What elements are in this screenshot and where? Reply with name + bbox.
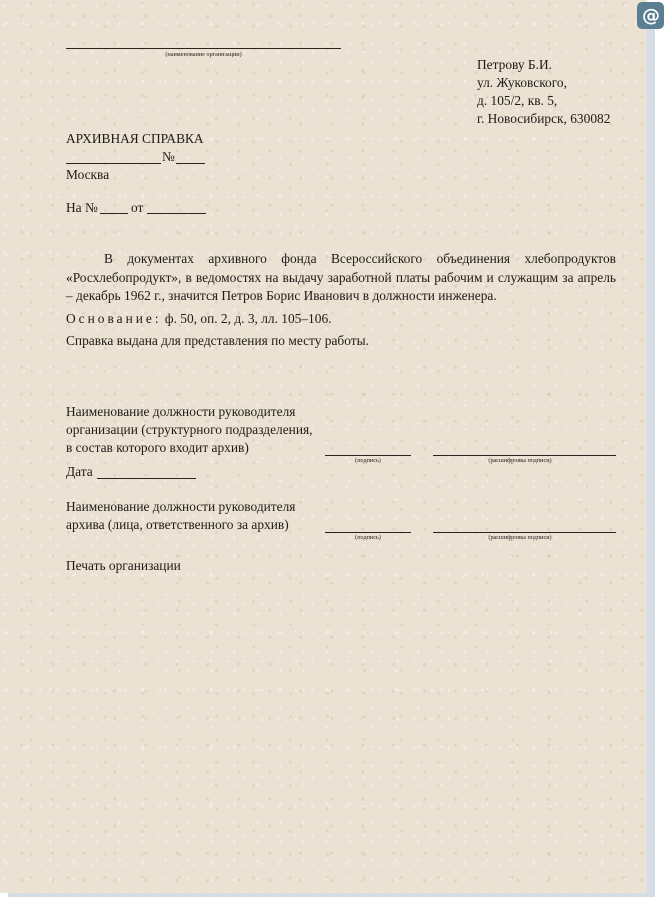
- ref-number-line: [100, 213, 128, 214]
- basis-line: [66, 310, 332, 328]
- ref-number-label: На №: [66, 200, 98, 215]
- addressee-name: Петрову Б.И.: [477, 57, 552, 72]
- signature1-caption: (подпись): [355, 457, 381, 464]
- date-label: Дата: [66, 464, 93, 479]
- date-line: [97, 478, 196, 479]
- basis-label: Основание:: [66, 311, 162, 326]
- ref-from-label: от: [131, 200, 144, 215]
- ref-date-line: [147, 213, 206, 214]
- logo-symbol: @: [641, 5, 660, 26]
- signer1-line1: Наименование должности руководителя: [66, 404, 296, 419]
- place-label: Москва: [66, 167, 110, 182]
- seal-label: Печать организации: [66, 558, 181, 573]
- document-title: АРХИВНАЯ СПРАВКА: [66, 131, 204, 146]
- decode1-line: [433, 455, 616, 456]
- signature1-line: [325, 455, 411, 456]
- doc-date-line: [66, 163, 161, 164]
- org-name-line: [66, 48, 341, 49]
- doc-number-line: [176, 163, 205, 164]
- number-sign: №: [162, 149, 175, 164]
- decode2-line: [433, 532, 616, 533]
- decode1-caption: (расшифровка подписи): [488, 457, 552, 464]
- purpose-text: Справка выдана для представления по месту работы.: [66, 333, 369, 348]
- addressee-house: д. 105/2, кв. 5,: [477, 93, 558, 108]
- org-name-caption: (наименование организации): [165, 51, 242, 58]
- signature2-caption: (подпись): [355, 534, 381, 541]
- signature2-line: [325, 532, 411, 533]
- basis-text: ф. 50, оп. 2, д. 3, лл. 105–106.: [161, 311, 332, 326]
- signer2-line1: Наименование должности руководителя: [66, 499, 296, 514]
- body-paragraph: В документах архивного фонда Всероссийского объединения хлебопродуктов «Росхлебопродукт», в ведомостях на выдачу заработной платы рабочим и служащим за апрель – декабрь 1962 г., значится Петров Борис Иванович в должности инженера.: [66, 251, 616, 303]
- addressee-street: ул. Жуковского,: [477, 75, 567, 90]
- addressee-city: г. Новосибирск, 630082: [477, 111, 611, 126]
- decode2-caption: (расшифровка подписи): [488, 534, 552, 541]
- at-symbol-icon: [640, 5, 662, 27]
- signer2-line2: архива (лица, ответственного за архив): [66, 517, 289, 532]
- signer1-line3: в состав которого входит архив): [66, 440, 249, 455]
- signer1-line2: организации (структурного подразделения,: [66, 422, 313, 437]
- at-logo-icon: [637, 2, 664, 29]
